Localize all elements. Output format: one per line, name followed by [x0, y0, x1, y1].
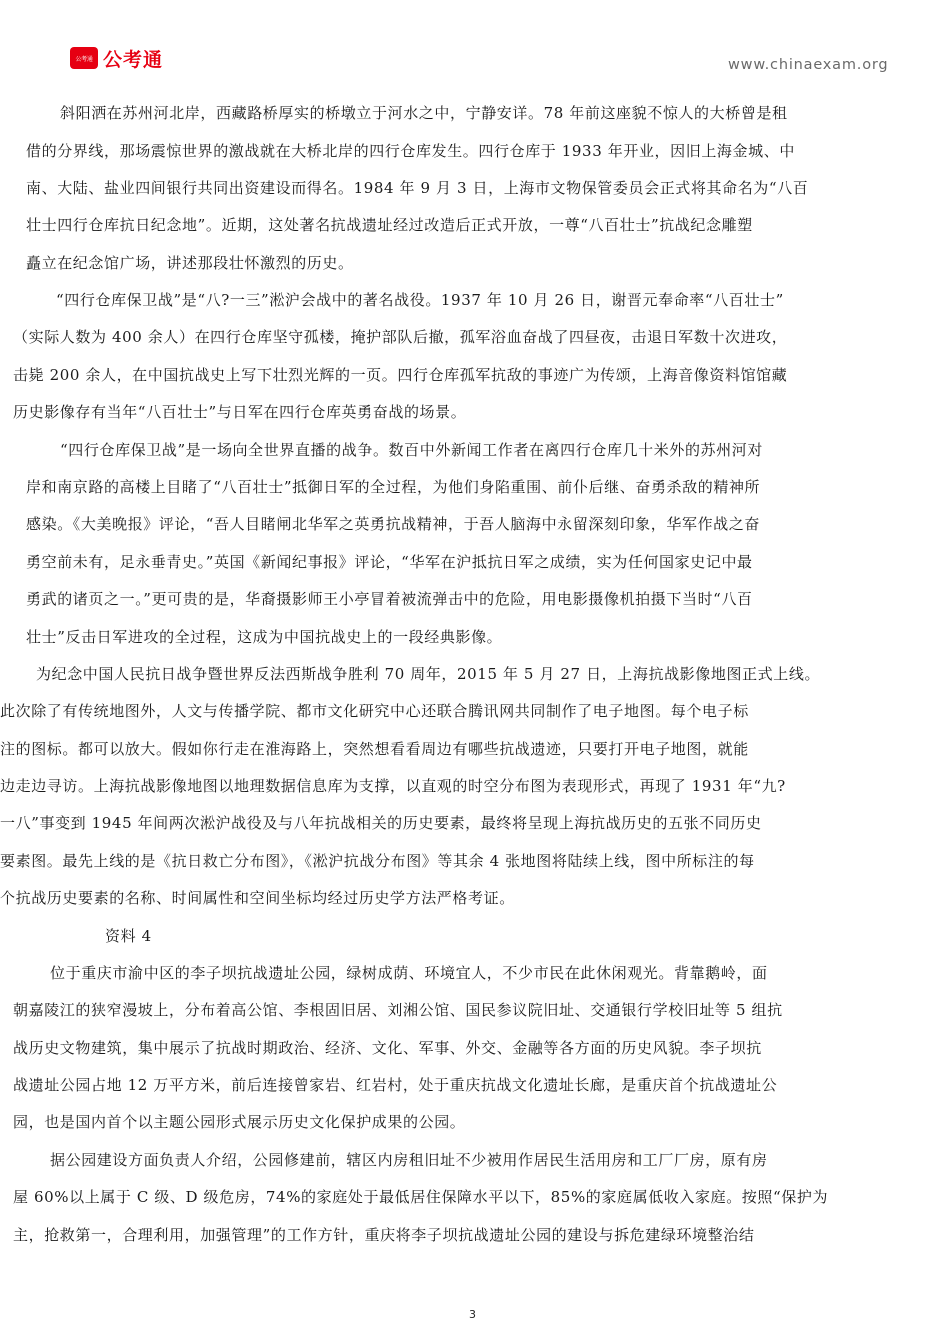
text-line: “四行仓库保卫战”是一场向全世界直播的战争。数百中外新闻工作者在离四行仓库几十米外的苏州河对: [60, 441, 763, 459]
text-line: 主，抢救第一，合理利用，加强管理”的工作方针，重庆将李子坝抗战遗址公园的建设与拆危建绿环境整治结: [13, 1226, 755, 1244]
text-line: 战遗址公园占地 12 万平方米，前后连接曾家岩、红岩村，处于重庆抗战文化遗址长廊，是重庆首个抗战遗址公: [13, 1076, 778, 1094]
text-line: 岸和南京路的高楼上目睹了“八百壮士”抵御日军的全过程，为他们身陷重围、前仆后继、奋勇杀敌的精神所: [26, 478, 761, 496]
text-line: 击毙 200 余人，在中国抗战史上写下壮烈光辉的一页。四行仓库孤军抗敌的事迹广为传颂，上海音像资料馆馆藏: [13, 366, 788, 384]
text-line: 此次除了有传统地图外，人文与传播学院、都市文化研究中心还联合腾讯网共同制作了电子地图。每个电子标: [0, 702, 749, 720]
text-line: 壮士”反击日军进攻的全过程，这成为中国抗战史上的一段经典影像。: [26, 628, 503, 646]
text-line: 园，也是国内首个以主题公园形式展示历史文化保护成果的公园。: [13, 1113, 466, 1131]
text-line: 屋 60%以上属于 C 级、D 级危房，74%的家庭处于最低居住保障水平以下，85%的家庭属低收入家庭。按照“保护为: [13, 1188, 829, 1206]
site-url[interactable]: www.chinaexam.org: [728, 57, 889, 73]
text-line: （实际人数为 400 余人）在四行仓库坚守孤楼，掩护部队后撤，孤军浴血奋战了四昼夜，击退日军数十次进攻，: [13, 328, 788, 346]
text-line: 勇空前未有，足永垂青史。”英国《新闻纪事报》评论，“华军在沪抵抗日军之成绩，实为任何国家史记中最: [26, 553, 753, 571]
text-line: 感染。《大美晚报》评论，“吾人目睹闸北华军之英勇抗战精神，于吾人脑海中永留深刻印象，华军作战之奋: [26, 515, 760, 533]
text-line: 壮士四行仓库抗日纪念地”。近期，这处著名抗战遗址经过改造后正式开放，一尊“八百壮士”抗战纪念雕塑: [26, 216, 753, 234]
text-line: 据公园建设方面负责人介绍，公园修建前，辖区内房租旧址不少被用作居民生活用房和工厂厂房，原有房: [50, 1151, 768, 1169]
text-line: 斜阳洒在苏州河北岸，西藏路桥厚实的桥墩立于河水之中，宁静安详。78 年前这座貌不惊人的大桥曾是租: [60, 104, 788, 122]
text-line: “四行仓库保卫战”是“八?一三”淞沪会战中的著名战役。1937 年 10 月 26 日，谢晋元奉命率“八百壮士”: [56, 291, 784, 309]
text-line: 位于重庆市渝中区的李子坝抗战遗址公园，绿树成荫、环境宜人，不少市民在此休闲观光。背靠鹅岭，面: [50, 964, 768, 982]
text-line: 个抗战历史要素的名称、时间属性和空间坐标均经过历史学方法严格考证。: [0, 889, 515, 907]
text-line: 借的分界线，那场震惊世界的激战就在大桥北岸的四行仓库发生。四行仓库于 1933 年开业，因旧上海金城、中: [26, 142, 795, 160]
text-line: 历史影像存有当年“八百壮士”与日军在四行仓库英勇奋战的场景。: [13, 403, 467, 421]
text-line: 南、大陆、盐业四间银行共同出资建设而得名。1984 年 9 月 3 日，上海市文物保管委员会正式将其命名为“八百: [26, 179, 809, 197]
logo: [70, 46, 163, 70]
text-line: 注的图标。都可以放大。假如你行走在淮海路上，突然想看看周边有哪些抗战遗迹，只要打开电子地图，就能: [0, 740, 749, 758]
text-line: 勇武的诸页之一。”更可贵的是，华裔摄影师王小亭冒着被流弹击中的危险，用电影摄像机拍摄下当时“八百: [26, 590, 753, 608]
text-line: 边走边寻访。上海抗战影像地图以地理数据信息库为支撑，以直观的时空分布图为表现形式，再现了 1931 年“九?: [0, 777, 786, 795]
logo-text: 公考通: [103, 48, 164, 71]
logo-badge-icon: 公考通: [70, 47, 98, 69]
page-number: 3: [469, 1308, 476, 1321]
text-line: 朝嘉陵江的狭窄漫坡上，分布着高公馆、李根固旧居、刘湘公馆、国民参议院旧址、交通银行学校旧址等 5 组抗: [13, 1001, 783, 1019]
text-line: 战历史文物建筑，集中展示了抗战时期政治、经济、文化、军事、外交、金融等各方面的历史风貌。李子坝抗: [13, 1039, 762, 1057]
text-line: 矗立在纪念馆广场，讲述那段壮怀激烈的历史。: [26, 254, 354, 272]
text-line: 要素图。最先上线的是《抗日救亡分布图》，《淞沪抗战分布图》等其余 4 张地图将陆续上线，图中所标注的每: [0, 852, 755, 870]
section-heading: 资料 4: [105, 927, 152, 945]
text-line: 为纪念中国人民抗日战争暨世界反法西斯战争胜利 70 周年，2015 年 5 月 27 日，上海抗战影像地图正式上线。: [36, 665, 821, 683]
text-line: 一八”事变到 1945 年间两次淞沪战役及与八年抗战相关的历史要素，最终将呈现上海抗战历史的五张不同历史: [0, 814, 762, 832]
